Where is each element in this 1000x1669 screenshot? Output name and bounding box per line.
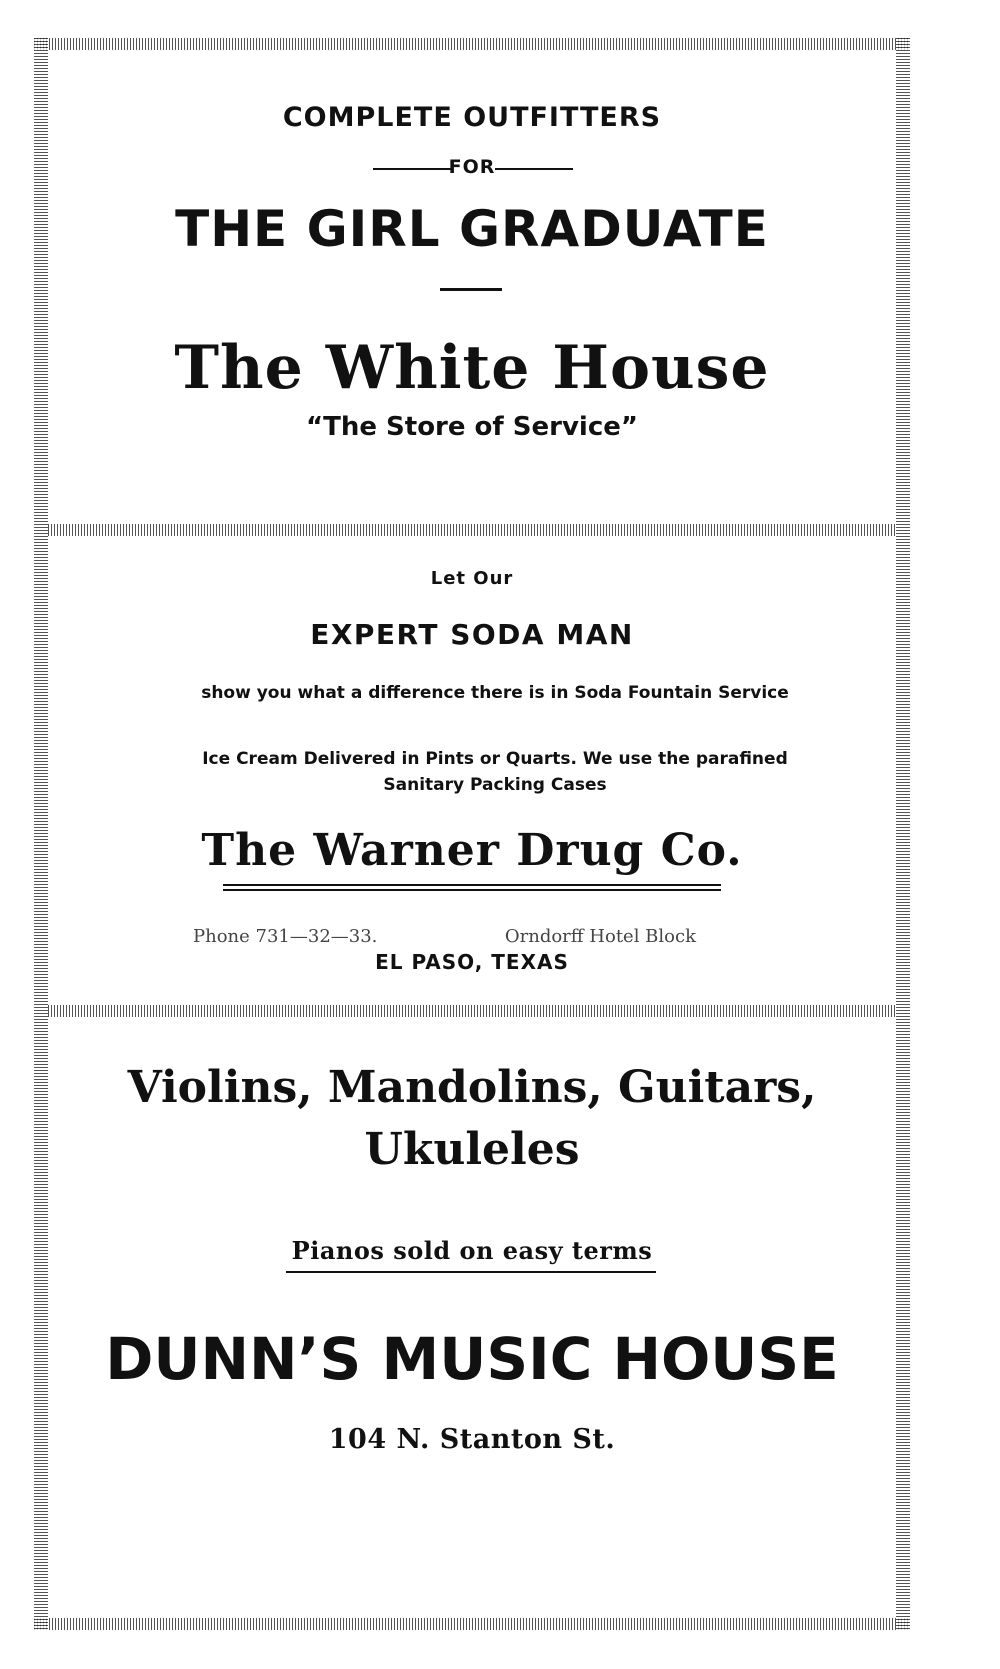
- ice-cream-text: Ice Cream Delivered in Pints or Quarts. We use the parafined Sanitary Packing Cases: [202, 749, 788, 795]
- dunns-music-name: DUNN’S MUSIC HOUSE: [105, 1325, 839, 1393]
- pianos-line: Pianos sold on easy terms: [291, 1236, 653, 1265]
- hotel-block-address: Orndorff Hotel Block: [504, 926, 696, 947]
- pianos-underline: [286, 1271, 656, 1273]
- city-line: EL PASO, TEXAS: [375, 950, 569, 974]
- white-house-tagline: “The Store of Service”: [306, 412, 638, 442]
- instruments-line-1: Violins, Mandolins, Guitars,: [127, 1062, 817, 1113]
- warner-drug-name: The Warner Drug Co.: [201, 825, 743, 876]
- for-label: FOR: [448, 156, 496, 178]
- expert-soda-headline: EXPERT SODA MAN: [310, 618, 634, 651]
- soda-fountain-text: show you what a difference there is in Soda Fountain Service: [201, 683, 789, 703]
- white-house-name: The White House: [174, 333, 770, 403]
- street-address: 104 N. Stanton St.: [328, 1424, 616, 1455]
- let-our-line: Let Our: [430, 568, 514, 589]
- phone-number: Phone 731—32—33.: [193, 926, 378, 947]
- outfitters-line: COMPLETE OUTFITTERS: [282, 102, 662, 133]
- instruments-line-2: Ukuleles: [364, 1124, 580, 1175]
- bottom-border: [34, 1618, 910, 1630]
- girl-graduate-headline: THE GIRL GRADUATE: [175, 200, 769, 258]
